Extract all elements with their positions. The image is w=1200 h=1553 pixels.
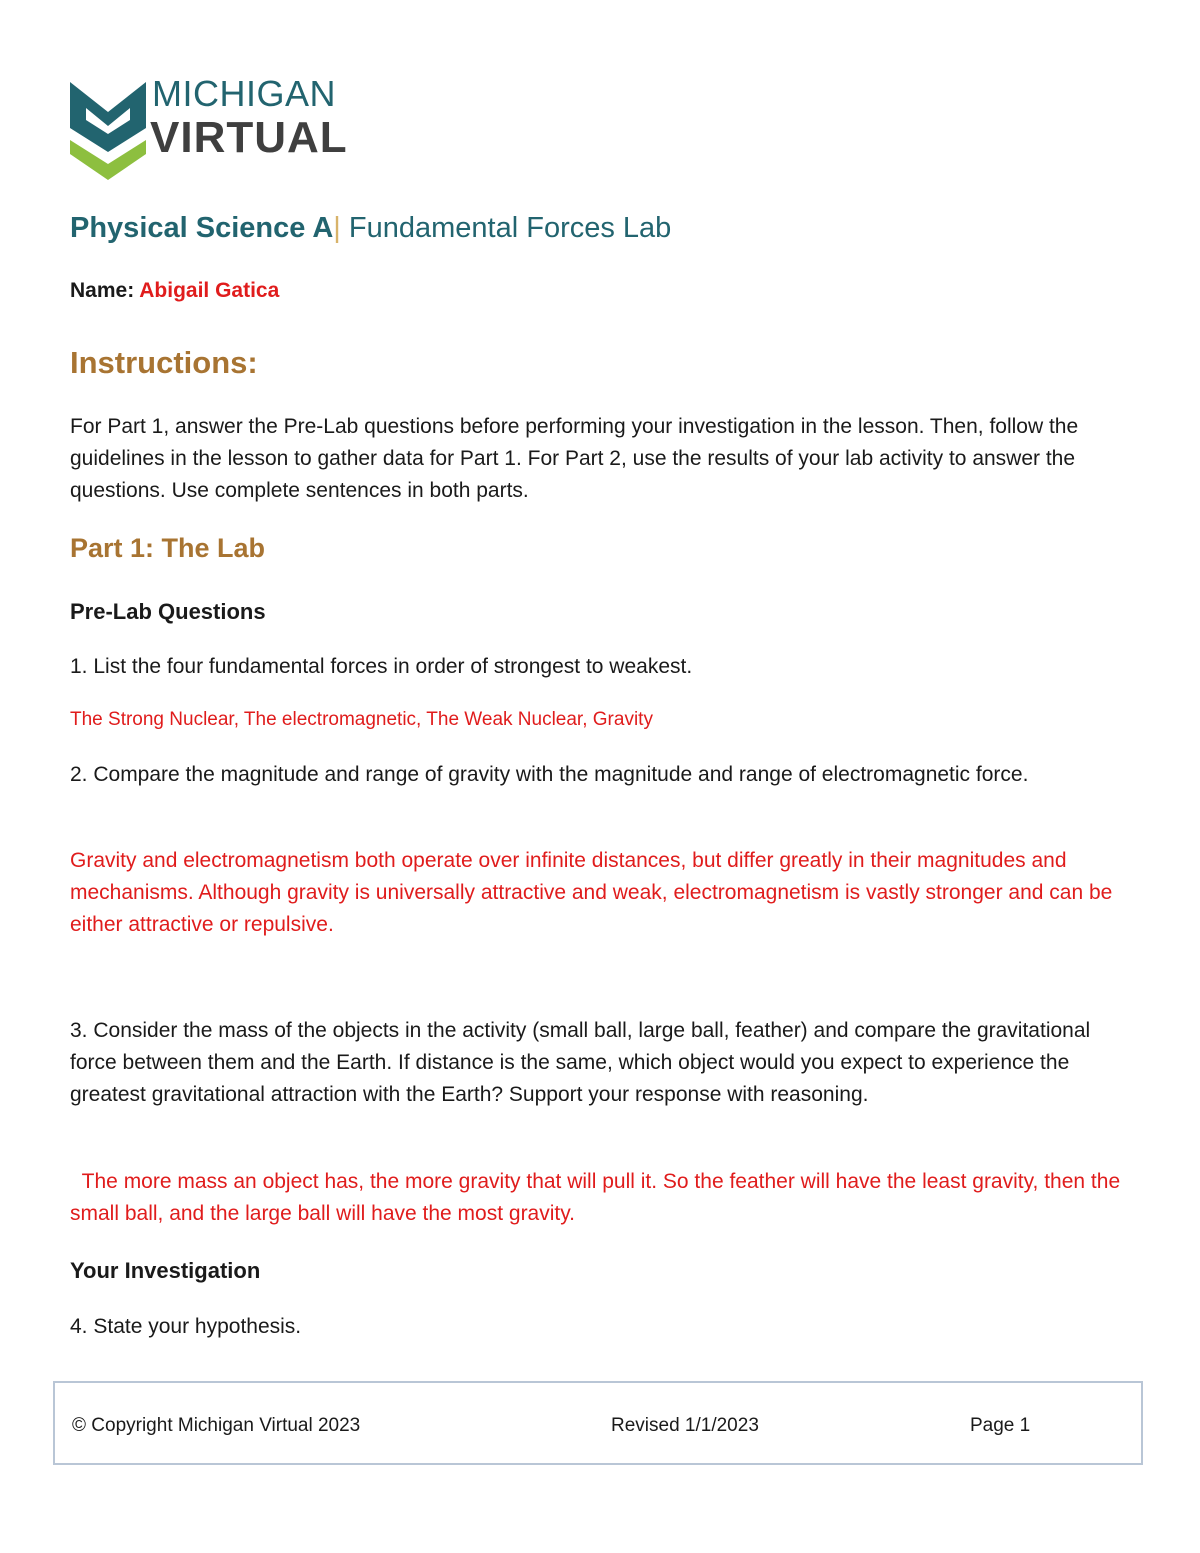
document-title <box>70 212 671 245</box>
student-name: Abigail Gatica <box>139 279 280 302</box>
footer-page-number: Page 1 <box>970 1415 1031 1436</box>
question-1: 1. List the four fundamental forces in order of strongest to weakest. <box>70 655 693 678</box>
part1-heading: Part 1: The Lab <box>70 533 266 563</box>
student-name-line <box>70 279 279 303</box>
instructions-text: For Part 1, answer the Pre-Lab questions before performing your investigation in the lesson. Then, follow the guidelines in the lesson to gather data for Part 1. For Part 2, use the results of your lab activity to answer the questions. Use complete sentences in both parts. <box>70 415 1079 502</box>
question-2: 2. Compare the magnitude and range of gravity with the magnitude and range of electromagnetic force. <box>70 763 1029 786</box>
footer-revised: Revised 1/1/2023 <box>611 1415 759 1436</box>
logo-text-michigan: MICHIGAN <box>152 73 336 114</box>
michigan-virtual-m-icon <box>68 68 148 182</box>
question-3: 3. Consider the mass of the objects in the activity (small ball, large ball, feather) and compare the gravitational force between them and the Earth. If distance is the same, which object would you expect to experience the greatest gravitational attraction with the Earth? Support your response with reasoning. <box>70 1019 1091 1106</box>
course-name: Physical Science A <box>70 212 334 244</box>
logo-text-virtual: VIRTUAL <box>150 113 348 162</box>
answer-1: The Strong Nuclear, The electromagnetic, The Weak Nuclear, Gravity <box>70 709 653 730</box>
title-separator: | <box>333 212 341 244</box>
instructions-heading: Instructions: <box>70 345 258 380</box>
page-footer <box>53 1381 1143 1465</box>
answer-2: Gravity and electromagnetism both operate over infinite distances, but differ greatly in their magnitudes and mechanisms. Although gravity is universally attractive and weak, electromagnetism is vastly stronger and can be either attractive or repulsive. <box>70 849 1113 936</box>
lab-name: Fundamental Forces Lab <box>340 212 672 244</box>
answer-3: The more mass an object has, the more gravity that will pull it. So the feather will have the least gravity, then the small ball, and the large ball will have the most gravity. <box>70 1170 1126 1225</box>
footer-copyright: © Copyright Michigan Virtual 2023 <box>72 1415 361 1436</box>
question-4: 4. State your hypothesis. <box>70 1315 302 1338</box>
investigation-heading: Your Investigation <box>70 1258 261 1283</box>
name-label: Name: <box>70 279 140 302</box>
prelab-heading: Pre-Lab Questions <box>70 599 266 624</box>
